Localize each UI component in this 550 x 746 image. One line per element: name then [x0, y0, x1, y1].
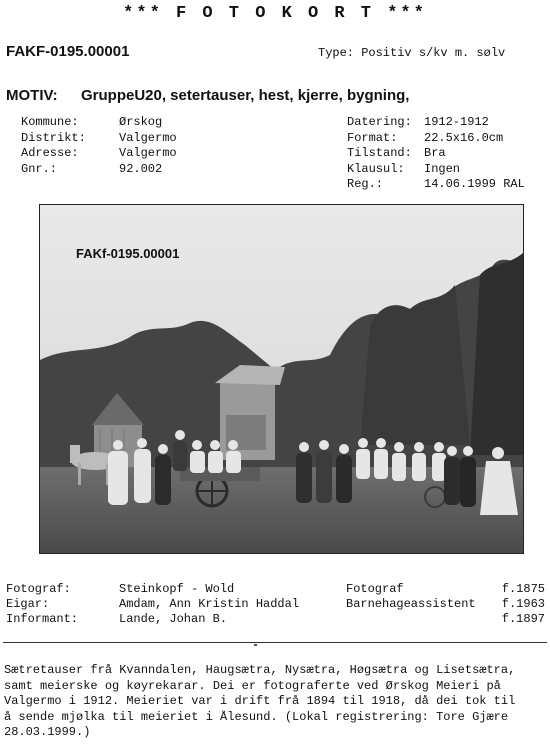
meta-value: Ingen [424, 161, 461, 176]
credit-name: Steinkopf - Wold [119, 582, 235, 596]
meta-row-format [347, 131, 525, 147]
meta-value: Ørskog [119, 115, 163, 129]
credit-row-eigar [6, 597, 546, 612]
record-code: FAKF-0195.00001 [6, 43, 130, 60]
credit-role: Eigar: [6, 597, 50, 611]
divider-mark [254, 644, 257, 646]
meta-row-adresse [21, 146, 177, 162]
motiv-value: GruppeU20, setertauser, hest, kjerre, bygning, [81, 87, 410, 104]
meta-key: Adresse: [21, 146, 79, 160]
photo-reference-label: FAKf-0195.00001 [76, 246, 180, 261]
meta-row-tilstand [347, 146, 525, 162]
credit-role: Fotograf: [6, 582, 71, 596]
meta-row-reg [347, 177, 525, 193]
meta-key: Reg.: [347, 177, 384, 191]
meta-value: Valgermo [119, 130, 177, 145]
meta-key: Distrikt: [21, 130, 86, 145]
credits-table [6, 582, 546, 627]
credit-occupation: Barnehageassistent [346, 597, 476, 611]
credit-year: f.1963 [501, 597, 545, 611]
card-title: *** F O T O K O R T *** [123, 4, 427, 23]
record-type: Type: Positiv s/kv m. sølv [318, 46, 506, 60]
credit-row-informant [6, 612, 546, 627]
meta-key: Tilstand: [347, 146, 412, 160]
meta-key: Klausul: [347, 161, 405, 176]
credit-year: f.1897 [501, 612, 545, 626]
meta-value: 22.5x16.0cm [424, 130, 504, 145]
credit-name: Lande, Johan B. [119, 612, 228, 626]
meta-row-klausul [347, 162, 525, 178]
meta-key: Datering: [347, 115, 412, 129]
meta-row-datering [347, 115, 525, 131]
meta-row-gnr [21, 162, 177, 178]
meta-key: Kommune: [21, 115, 79, 129]
location-metadata [21, 115, 177, 177]
credit-role: Informant: [6, 612, 79, 626]
meta-value: Valgermo [119, 146, 177, 160]
meta-key: Gnr.: [21, 161, 58, 176]
credit-name: Amdam, Ann Kristin Haddal [119, 597, 300, 611]
meta-row-kommune [21, 115, 177, 131]
section-divider [3, 642, 547, 643]
historical-photograph [39, 204, 524, 554]
credit-occupation: Fotograf [346, 582, 404, 596]
motiv-label: MOTIV: [6, 87, 58, 104]
meta-row-distrikt [21, 131, 177, 147]
meta-value: 14.06.1999 RAL [424, 177, 525, 191]
credit-row-fotograf [6, 582, 546, 597]
meta-value: Bra [424, 146, 446, 160]
record-metadata [347, 115, 525, 193]
meta-key: Format: [347, 130, 398, 145]
credit-year: f.1875 [501, 582, 545, 596]
meta-value: 92.002 [119, 161, 163, 176]
photo-description: Sætretauser frå Kvanndalen, Haugsætra, Nysætra, Høgsætra og Lisetsætra, samt meierske og køyrekarar. Dei er fotograferte ved Ørskog Meieri på Valgermo i 1912. Meieriet var i drift frå 1894 til 1918, då dei tok til å sende mjølka til meieriet i Ålesund. (Lokal registrering: Tore Gjære 28.03.1999.) [4, 663, 516, 739]
meta-value: 1912-1912 [424, 115, 489, 129]
